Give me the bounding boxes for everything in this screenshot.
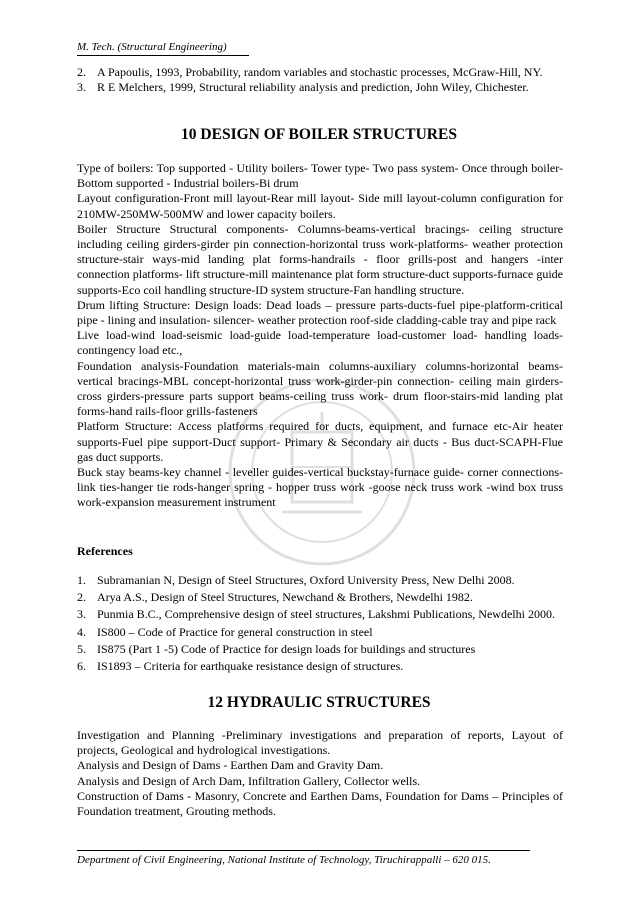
header-underline (77, 55, 249, 56)
reference-number: 5. (77, 641, 86, 656)
reference-text: Punmia B.C., Comprehensive design of steel structures, Lakshmi Publications, Newdelhi 2000. (97, 607, 555, 622)
reference-list (77, 573, 563, 676)
paragraph: Boiler Structure Structural components- Columns-beams-vertical bracings- ceiling structure including ceiling girders-girder pin connection-horizontal truss work-platforms- weather protection structure-stair ways-mid landing plat forms-handrails - floor grills-post and hangers -inter connection platforms- lift structure-mill maintenance plat form structure-duct supports-furnace guide supports-Eco coil handling structure-ID system structure-Fan handling structure. (77, 221, 563, 297)
page-header: M. Tech. (Structural Engineering) (77, 41, 227, 53)
reference-number: 2. (77, 65, 86, 79)
reference-number: 1. (77, 573, 86, 587)
reference-text: R E Melchers, 1999, Structural reliability analysis and prediction, John Wiley, Chichester. (97, 80, 529, 94)
page-footer: Department of Civil Engineering, National Institute of Technology, Tiruchirappalli – 620 015. (77, 854, 491, 866)
reference-item (77, 80, 563, 95)
reference-item (77, 590, 563, 605)
paragraph: Live load-wind load-seismic load-guide load-temperature load-customer load- handling loads-contingency load etc., (77, 328, 563, 358)
paragraph: Type of boilers: Top supported - Utility boilers- Tower type- Two pass system- Once through boiler- Bottom supported - Industrial boilers-Bi drum (77, 161, 563, 191)
reference-item (77, 573, 563, 588)
section-title-boiler: 10 DESIGN OF BOILER STRUCTURES (181, 126, 457, 143)
paragraph: Analysis and Design of Arch Dam, Infiltration Gallery, Collector wells. (77, 773, 421, 788)
paragraph: Foundation analysis-Foundation materials-main columns-auxiliary columns-horizontal beams-vertical bracings-MBL concept-horizontal truss work-girder-pin connection- ceiling main girders-cross girders-pressure parts support beams-ceiling truss work- drum floor-stairs-mid landing plat forms-hand rails-floor grills-fasteners (77, 358, 563, 419)
footer-rule (77, 850, 530, 851)
paragraph: Buck stay beams-key channel - leveller guides-vertical buckstay-furnace guide- corner connections-link ties-hanger tie rods-hanger spring - hopper truss work -goose neck truss work -wind box truss work-expansion measurement instrument (77, 465, 563, 510)
reference-number: 6. (77, 659, 86, 674)
paragraph: Drum lifting Structure: Design loads: Dead loads – pressure parts-ducts-fuel pipe-platform-critical pipe - lining and insulation- silencer- weather protection roof-side cladding-cable tray and pipe rack (77, 297, 563, 328)
reference-item (77, 659, 563, 674)
paragraph: Analysis and Design of Dams - Earthen Dam and Gravity Dam. (77, 758, 384, 773)
reference-text: IS800 – Code of Practice for general construction in steel (97, 624, 373, 639)
reference-number: 3. (77, 607, 86, 622)
hydraulic-section-body (77, 728, 563, 819)
reference-number: 3. (77, 80, 86, 94)
reference-item (77, 642, 563, 657)
reference-text: A Papoulis, 1993, Probability, random variables and stochastic processes, McGraw-Hill, NY. (97, 65, 543, 79)
reference-text: Subramanian N, Design of Steel Structures, Oxford University Press, New Delhi 2008. (97, 573, 515, 587)
reference-number: 4. (77, 624, 86, 639)
section-title-hydraulic: 12 HYDRAULIC STRUCTURES (207, 694, 431, 711)
reference-text: IS875 (Part 1 -5) Code of Practice for design loads for buildings and structures (97, 641, 476, 656)
references-heading: References (77, 544, 133, 558)
reference-item (77, 65, 563, 80)
paragraph: Layout configuration-Front mill layout-Rear mill layout- Side mill layout-column configuration for 210MW-250MW-500MW and lower capacity boilers. (77, 191, 563, 221)
boiler-section-body (77, 161, 563, 511)
paragraph: Platform Structure: Access platforms required for ducts, equipment, and furnace etc-Air heater supports-Fuel pipe support-Duct support- Primary & Secondary air ducts - Bus duct-SCAPH-Flue gas duct supports. (77, 419, 563, 464)
reference-number: 2. (77, 590, 86, 605)
top-reference-list (77, 65, 563, 95)
reference-text: IS1893 – Criteria for earthquake resistance design of structures. (97, 659, 404, 674)
reference-item (77, 607, 563, 622)
paragraph: Construction of Dams - Masonry, Concrete and Earthen Dams, Foundation for Dams – Principles of Foundation treatment, Grouting methods. (77, 788, 563, 819)
reference-item (77, 625, 563, 640)
paragraph: Investigation and Planning -Preliminary investigations and preparation of reports, Layout of projects, Geological and hydrological investigations. (77, 728, 563, 758)
reference-text: Arya A.S., Design of Steel Structures, Newchand & Brothers, Newdelhi 1982. (97, 590, 473, 605)
